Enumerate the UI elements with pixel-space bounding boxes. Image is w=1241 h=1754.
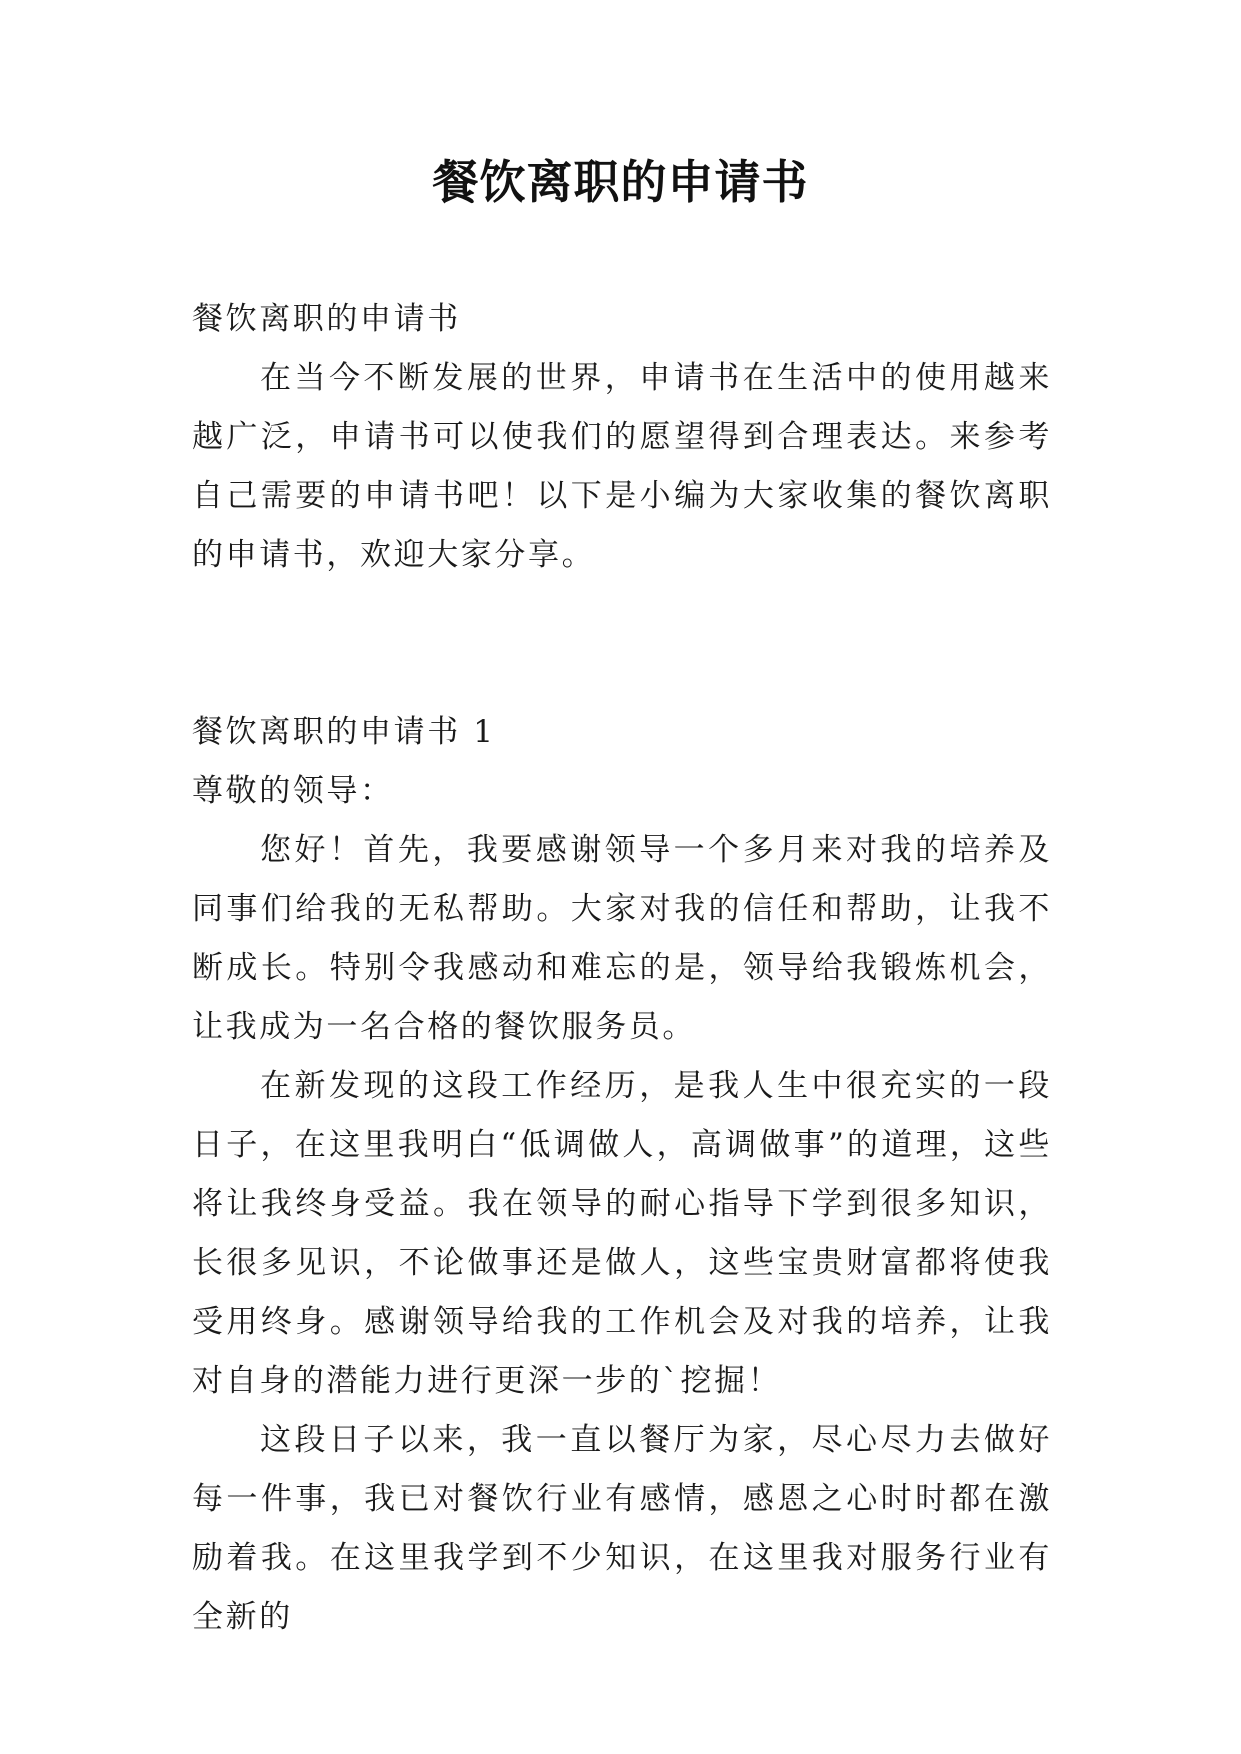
body-paragraph: 您好！首先，我要感谢领导一个多月来对我的培养及同事们给我的无私帮助。大家对我的信任和帮助，让我不断成长。特别令我感动和难忘的是，领导给我锻炼机会，让我成为一名合格的餐饮服务员。 bbox=[192, 832, 1052, 1045]
document-body bbox=[192, 290, 1052, 1647]
document-title: 餐饮离职的申请书 bbox=[432, 155, 809, 209]
section-heading: 餐饮离职的申请书 1 bbox=[192, 714, 496, 750]
document-subtitle: 餐饮离职的申请书 bbox=[192, 301, 461, 337]
salutation: 尊敬的领导： bbox=[192, 773, 394, 809]
intro-paragraph: 在当今不断发展的世界，申请书在生活中的使用越来越广泛，申请书可以使我们的愿望得到合理表达。来参考自己需要的申请书吧！以下是小编为大家收集的餐饮离职的申请书，欢迎大家分享。 bbox=[192, 360, 1052, 573]
body-paragraph: 这段日子以来，我一直以餐厅为家，尽心尽力去做好每一件事，我已对餐饮行业有感情，感恩之心时时都在激励着我。在这里我学到不少知识，在这里我对服务行业有全新的 bbox=[192, 1422, 1052, 1635]
body-paragraph: 在新发现的这段工作经历，是我人生中很充实的一段日子，在这里我明白“低调做人，高调做事”的道理，这些将让我终身受益。我在领导的耐心指导下学到很多知识，长很多见识，不论做事还是做人，这些宝贵财富都将使我受用终身。感谢领导给我的工作机会及对我的培养，让我对自身的潜能力进行更深一步的`挖掘！ bbox=[192, 1068, 1052, 1399]
section-gap bbox=[192, 585, 1052, 703]
